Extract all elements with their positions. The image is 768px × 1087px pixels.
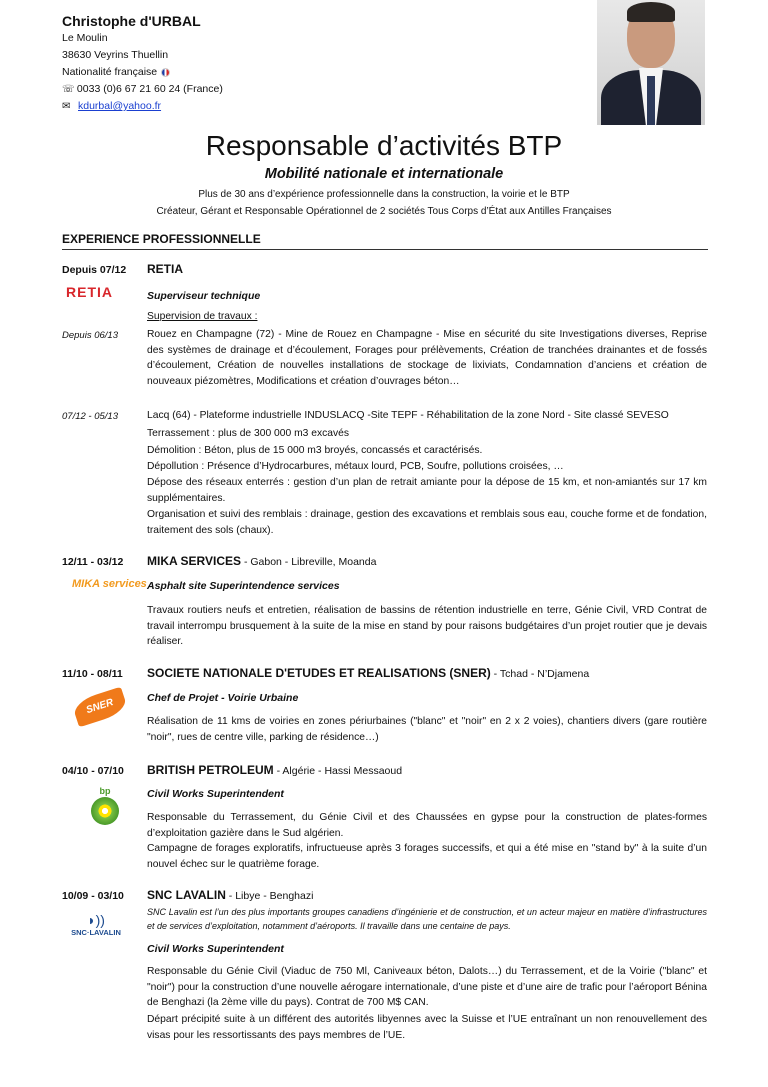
job-dates: Depuis 07/12 <box>62 264 127 276</box>
job-dates: 12/11 - 03/12 <box>62 556 124 568</box>
job-description: Réalisation de 11 kms de voiries en zones périurbaines ("blanc" et "noir" en 2 x 2 voies), chantiers divers (gare routière "noir", rues de centre ville, parking de résidence…) <box>147 716 707 743</box>
job-role: Chef de Projet - Voirie Urbaine <box>147 692 299 704</box>
company-name: RETIA <box>147 262 183 276</box>
address-line-1: Le Moulin <box>62 32 108 44</box>
job-dates: 04/10 - 07/10 <box>62 765 124 777</box>
candidate-name: Christophe d'URBAL <box>62 13 201 29</box>
company-location: - Libye - Benghazi <box>225 890 314 902</box>
job-description: Terrassement : plus de 300 000 m3 excavés <box>147 428 350 439</box>
phone-number: 0033 (0)6 67 21 60 24 (France) <box>76 83 223 95</box>
job-role: Asphalt site Superintendence services <box>147 580 340 592</box>
phone-icon: ☏ <box>62 84 75 95</box>
email-icon: ✉ <box>62 101 71 112</box>
job-description: Campagne de forages exploratifs, infructueuse après 3 forages successifs, et qui a été mise en "stand by" à la suite d’un nouvel échec sur le quatrième forage. <box>147 843 707 870</box>
contact-block <box>62 12 223 115</box>
job-company <box>147 666 589 680</box>
job-company <box>147 888 313 902</box>
bp-logo-text: bp <box>99 786 111 796</box>
tagline-2: Créateur, Gérant et Responsable Opérationnel de 2 sociétés Tous Corps d’État aux Antilles Françaises <box>156 206 612 217</box>
nationality <box>62 64 223 81</box>
address-line-2: 38630 Veyrins Thuellin <box>62 49 169 61</box>
job-description: Rouez en Champagne (72) - Mine de Rouez en Champagne - Mise en sécurité du site Investigations diverses, Reprise des systèmes de drainage et d’écoulement, Forages pour prélèvements, Création de tranchées drainantes et de fossés d’écoulement, Création de nouvelles installations de stockage de lixiviats, Condamnation d’anciens et création de nouveaux piézomètres, Modifications et création d’ouvrages béton… <box>147 329 707 387</box>
job-description: Responsable du Terrassement, du Génie Civil et des Chaussées en gypse pour la construction de plates-formes d’exploitation gazière dans le Sud algérien. <box>147 812 707 839</box>
snc-logo-text: SNC·LAVALIN <box>71 928 121 937</box>
job-dates: 11/10 - 08/11 <box>62 668 123 680</box>
snc-lavalin-logo <box>66 912 126 937</box>
job-description: Organisation et suivi des remblais : drainage, gestion des excavations et remblais sous eau, couche forme et de fondation, traitement des sols (chaux). <box>147 509 707 536</box>
job-company <box>147 262 183 276</box>
job-company <box>147 763 402 777</box>
email-link[interactable]: kdurbal@yahoo.fr <box>78 100 162 112</box>
job-role: Civil Works Superintendent <box>147 788 284 800</box>
company-name: MIKA SERVICES <box>147 554 242 568</box>
job-dates: 10/09 - 03/10 <box>62 890 124 902</box>
page-subtitle: Mobilité nationale et internationale <box>264 166 504 182</box>
job-description: Départ précipité suite à un différent des autorités libyennes avec la Suisse et l’UE entraînant un non renouvellement des visas pour les ressortissants des pays membres de l’UE. <box>147 1014 707 1041</box>
company-name: BRITISH PETROLEUM <box>147 763 274 777</box>
bp-logo <box>90 786 120 825</box>
profile-photo <box>597 0 705 125</box>
job-description: Dépollution : Présence d’Hydrocarbures, métaux lourd, PCB, Soufre, pollutions croisées, … <box>147 461 564 472</box>
job-description: Responsable du Génie Civil (Viaduc de 750 Ml, Caniveaux béton, Dalots…) du Terrassement, et de la Voirie ("blanc" et "noir") pour la construction d’une nouvelle aérogare internationale, d’une piste et d’une aire de trafic pour l’aéroport Bénina de Benghazi (la 2ème ville du pays). Contrat de 700 M$ CAN. <box>147 966 707 1009</box>
job-role: Superviseur technique <box>147 290 261 302</box>
job-heading: Supervision de travaux : <box>147 311 258 322</box>
sub-dates: 07/12 - 05/13 <box>62 411 118 422</box>
job-role: Civil Works Superintendent <box>147 943 284 955</box>
page-title: Responsable d’activités BTP <box>205 130 563 161</box>
company-location: - Tchad - N’Djamena <box>490 668 590 680</box>
job-description: Démolition : Béton, plus de 15 000 m3 broyés, concassés et caractérisés. <box>147 445 483 456</box>
job-description: Travaux routiers neufs et entretien, réalisation de bassins de rétention industrielle en terre, Génie Civil, VRD Contrat de travail interrompu brusquement à la suite de la mise en stand by pour raisons budgétaires d’un projet routier que je devais réaliser. <box>147 605 707 648</box>
sner-logo: SNER <box>71 687 128 728</box>
sub-dates: Depuis 06/13 <box>62 330 118 341</box>
email-line <box>62 98 223 115</box>
mika-logo: MIKA services <box>72 578 147 590</box>
job-company <box>147 554 376 568</box>
company-location: - Gabon - Libreville, Moanda <box>241 556 377 568</box>
section-heading: EXPERIENCE PROFESSIONNELLE <box>62 232 708 250</box>
job-description: Lacq (64) - Plateforme industrielle INDUSLACQ -Site TEPF - Réhabilitation de la zone Nord - Site classé SEVESO <box>147 410 669 421</box>
company-name: SOCIETE NATIONALE D'ETUDES ET REALISATIONS (SNER) <box>147 666 491 680</box>
company-location: - Algérie - Hassi Messaoud <box>273 765 403 777</box>
tagline-1: Plus de 30 ans d’expérience professionnelle dans la construction, la voirie et le BTP <box>198 189 570 200</box>
nationality-text: Nationalité française <box>62 66 158 78</box>
france-flag-icon <box>161 68 170 77</box>
company-name: SNC LAVALIN <box>147 888 226 902</box>
phone-line <box>62 81 223 98</box>
job-description: Dépose des réseaux enterrés : gestion d’un plan de retrait amiante pour la dépose de 15 km, et non-amiantés sur 17 km supplémentaires. <box>147 477 707 504</box>
company-note: SNC Lavalin est l’un des plus importants groupes canadiens d’ingénierie et de construction, et un acteur majeur en matière d’infrastructures et de services d’exploitation, notamment d’aéroports. Il travaille dans une centaine de pays. <box>147 907 707 931</box>
retia-logo: RETIA <box>66 284 113 300</box>
snc-symbol-icon: ◗)) <box>87 912 105 928</box>
